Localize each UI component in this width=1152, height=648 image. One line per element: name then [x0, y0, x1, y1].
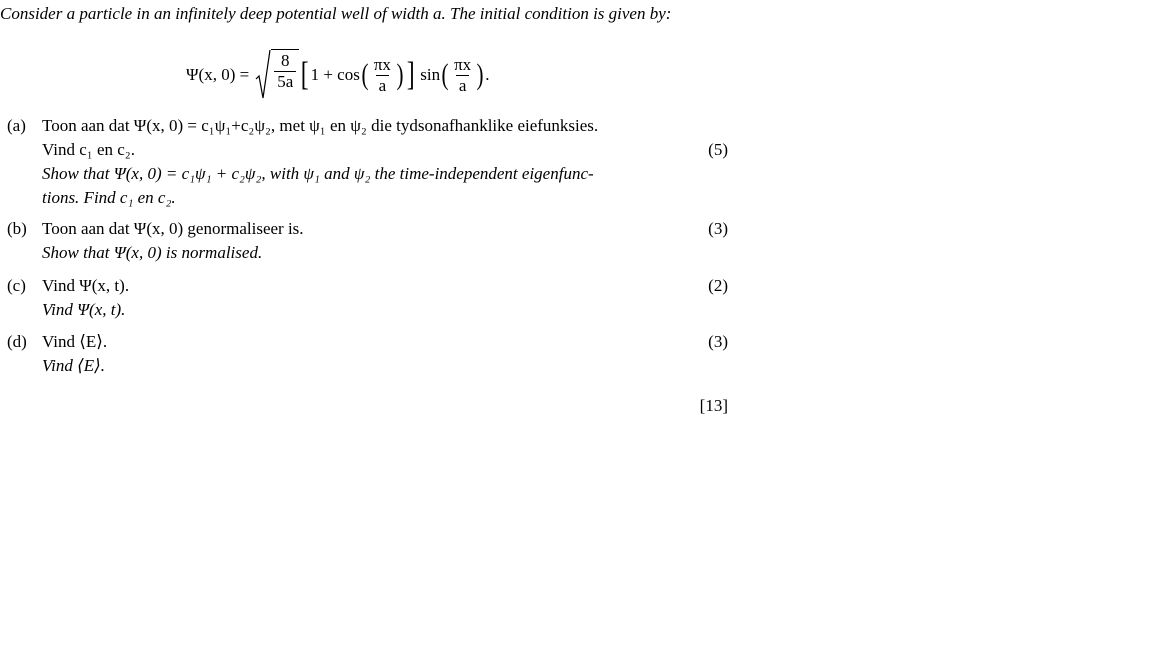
close-paren-sin: ): [476, 58, 484, 91]
part-a-marks: (5): [708, 140, 728, 159]
open-bracket: [: [300, 56, 309, 93]
part-d-en-line1: Vind ⟨E⟩.: [42, 356, 105, 375]
sin-arg-numerator: πx: [454, 54, 472, 74]
part-b-marks: (3): [708, 219, 728, 238]
total-marks: [13]: [699, 396, 728, 415]
part-d-label: (d): [7, 332, 27, 351]
one-plus-cos: 1 + cos: [310, 65, 360, 84]
cos-arg-numerator: πx: [373, 54, 391, 74]
sqrt-denominator: 5a: [274, 71, 296, 91]
part-a-label: (a): [7, 116, 26, 135]
close-paren: ): [396, 58, 404, 91]
part-b-label: (b): [7, 219, 27, 238]
open-paren-sin: (: [441, 58, 449, 91]
part-d-marks: (3): [708, 332, 728, 351]
part-b-en-line1: Show that Ψ(x, 0) is normalised.: [42, 243, 263, 262]
part-c-marks: (2): [708, 276, 728, 295]
radical-sign-icon: [255, 49, 271, 101]
close-bracket: ]: [406, 56, 415, 93]
sqrt-numerator: 8: [280, 51, 290, 70]
part-b-af-line1: Toon aan dat Ψ(x, 0) genormaliseer is.: [42, 219, 304, 238]
part-a-en-line1: Show that Ψ(x, 0) = c₁ψ₁ + c₂ψ₂, with ψ₁ and ψ₂ the time-independent eigenfunc-: [42, 164, 594, 183]
initial-condition-equation: [186, 46, 489, 104]
part-c-label: (c): [7, 276, 26, 295]
part-c-af-line1: Vind Ψ(x, t).: [42, 276, 130, 295]
part-c-en-line1: Vind Ψ(x, t).: [42, 300, 126, 319]
equation-end: .: [485, 65, 490, 84]
sin-function: sin: [420, 65, 441, 84]
part-d-af-line1: Vind ⟨E⟩.: [42, 332, 108, 351]
part-a-af-line2: Vind c₁ en c₂.: [42, 140, 135, 159]
square-root: [255, 49, 299, 101]
sin-arg-denominator: a: [456, 75, 470, 95]
part-a-af-line1: Toon aan dat Ψ(x, 0) = c₁ψ₁+c₂ψ₂, met ψ₁ en ψ₂ die tydsonafhanklike eiefunksies.: [42, 116, 599, 135]
part-a-en-line2: tions. Find c₁ en c₂.: [42, 188, 176, 207]
cos-arg-denominator: a: [376, 75, 390, 95]
open-paren: (: [361, 58, 369, 91]
intro-text: Consider a particle in an infinitely deep potential well of width a. The initial condition is given by:: [0, 4, 672, 23]
equation-lhs: Ψ(x, 0) =: [186, 65, 250, 84]
